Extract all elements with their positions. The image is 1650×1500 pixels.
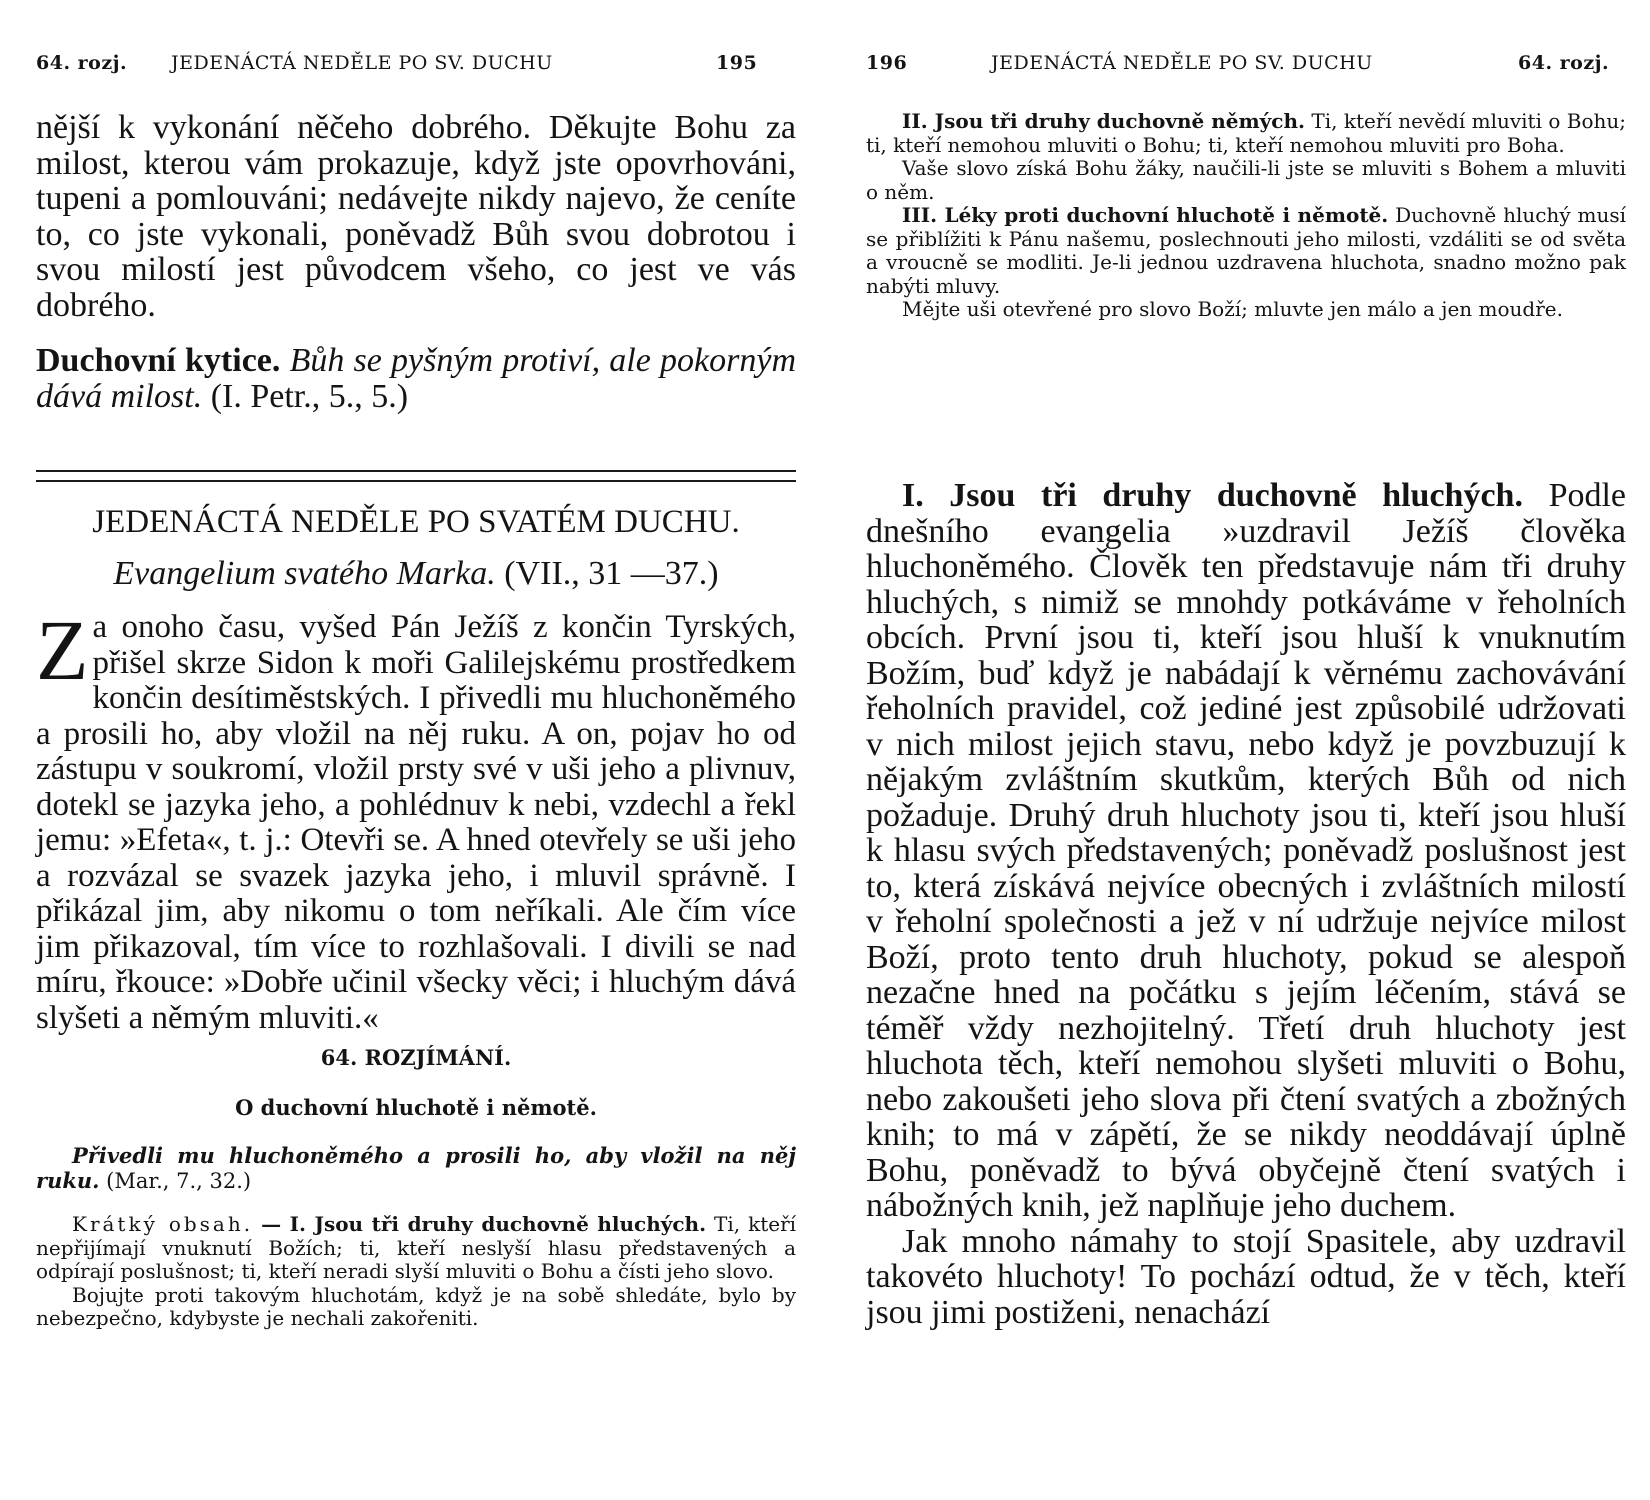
summary-block	[36, 1213, 796, 1331]
left-running-head	[36, 52, 796, 82]
gospel-text: a onoho času, vyšed Pán Ježíš z končin Tyrských, přišel skrze Sidon k moři Galilejskému prostředkem končin desítiměstských. I přivedli mu hluchoněmého a prosili ho, aby vložil na něj ruku. A on, pojav ho od zástupu v soukromí, vložil prsty své v uši jeho a plivnuv, dotekl se jazyka jeho, a pohlédnuv k nebi, vzdechl a řekl jemu: »Efeta«, t. j.: Otevři se. A hned otevřely se uši jeho a rozvázal se svazek jazyka jeho, i mluvil správně. I přikázal jim, aby nikomu o tom neříkali. Ale čím více jim přikazoval, tím více to rozhlašovali. I divili se nad míru, řkouce: »Dobře učinil všecky věci; i hluchým dává slyšeti a němým mluviti.«	[36, 609, 796, 1036]
gospel-title-block	[36, 556, 796, 592]
main-point-label: I. Jsou tři druhy duchovně hluchých.	[902, 477, 1523, 514]
point2-label: II. Jsou tři druhy duchovně němých.	[902, 109, 1305, 133]
meditation-heading-block	[36, 1046, 796, 1070]
point3-text: Duchovně hluchý musí se přiblížiti k Pánu našemu, poslechnouti jeho milosti, vzdáliti se od světa a vroucně se modliti. Je-li jednou uzdravena hluchota, snadno možno pak nabýti mluvy.	[866, 203, 1627, 298]
continuation-paragraph: nější k vykonání něčeho dobrého. Děkujte Bohu za milost, kterou vám prokazuje, když jste opovrhováni, tupeni a pomlouváni; nedávejte nikdy najevo, že ceníte to, co jste vykonali, poněvadž Bůh svou dobrotou i svou milostí jest původcem všeho, co jest ve vás dobrého.	[36, 109, 796, 324]
summary-continuation-block	[866, 110, 1626, 322]
point3-exhortation: Mějte uši otevřené pro slovo Boží; mluvte jen málo a jen moudře.	[902, 297, 1563, 321]
epigraph-reference: (Mar., 7., 32.)	[106, 1168, 252, 1193]
meditation-subheading-block	[36, 1096, 796, 1120]
final-paragraph: Jak mnoho námahy to stojí Spasitele, aby uzdravil takovéto hluchoty! To pochází odtud, že v těch, kteří jsou jimi postiženi, nenachází	[866, 1222, 1626, 1331]
sunday-title: JEDENÁCTÁ NEDĚLE PO SVATÉM DUCHU.	[92, 504, 740, 540]
right-section-label: 64. rozj.	[1518, 52, 1610, 74]
right-header-title: JEDENÁCTÁ NEDĚLE PO SV. DUCHU	[991, 52, 1373, 74]
bouquet-label: Duchovní kytice.	[36, 342, 281, 379]
main-point-text: Podle dnešního evangelia »uzdravil Ježíš člověka hluchoněmého. Člověk ten představuje nám tři druhy hluchých, s nimiž se mnohdy potkáváme v řeholních obcích. První jsou ti, kteří jsou hluší k vnuknutím Božím, buď když je nabádají k věrnému zachovávání řeholních pravidel, což jediné jest způsobilé udržovati v nich milost jejich stavu, nebo když je povzbuzují k nějakým zvláštním skutkům, kterých Bůh od nich požaduje. Druhý druh hluchoty jsou ti, kteří jsou hluší k hlasu svých představených; poněvadž poslušnost jest to, která získává nejvíce obecných i zvláštních milostí v řeholní společnosti a jež v ní udržuje nejvíce milost Boží, proto tento druh hluchoty, pokud se alespoň nezačne hned na počátku s jejím léčením, stává se téměř vždy nezhojitelný. Třetí druh hluchoty jest hluchota těch, kteří nemohou slyšeti mluviti o Bohu, nebo zakoušeti jeho slova při čtení svatých a zbožných knih; to má v zápětí, že se nikdy neoddávají úplně Bohu, poněvadž to bývá obyčejně čtení svatých i nábožných knih, jež naplňuje jeho duchem.	[866, 477, 1627, 1224]
meditation-heading: 64. ROZJÍMÁNÍ.	[320, 1045, 512, 1070]
summary-point-label: — I. Jsou tři druhy duchovně hluchých.	[261, 1212, 707, 1236]
epigraph-block	[36, 1144, 796, 1193]
left-header-title: JEDENÁCTÁ NEDĚLE PO SV. DUCHU	[171, 52, 553, 74]
point3-label: III. Léky proti duchovní hluchotě i němotě.	[902, 203, 1389, 227]
meditation-subheading: O duchovní hluchotě i němotě.	[235, 1095, 597, 1120]
gospel-dropcap: Z	[36, 602, 89, 698]
double-rule-divider	[36, 470, 796, 482]
continuation-block	[36, 110, 796, 323]
bouquet-reference: (I. Petr., 5., 5.)	[210, 377, 409, 415]
left-page	[36, 0, 796, 1500]
left-section-label: 64. rozj.	[36, 52, 128, 74]
right-page-number: 196	[866, 52, 908, 74]
sunday-title-block	[36, 505, 796, 541]
summary-label: Krátký obsah.	[72, 1212, 254, 1236]
epigraph-text: Přivedli mu hluchoněmého a prosili ho, aby vložil na něj ruku.	[36, 1143, 796, 1193]
summary-exhortation: Bojujte proti takovým hluchotám, když je na sobě shledáte, bylo by nebezpečno, kdybyste je nechali zakořeniti.	[36, 1282, 796, 1330]
point2-text: Ti, kteří nevědí mluviti o Bohu; ti, kteří nemohou mluviti o Bohu; ti, kteří nemohou mluviti pro Boha.	[866, 109, 1627, 157]
gospel-title: Evangelium svatého Marka.	[113, 555, 496, 592]
right-running-head	[866, 52, 1626, 82]
spiritual-bouquet	[36, 343, 796, 414]
left-page-number: 195	[716, 52, 758, 74]
bouquet-text: Bůh se pyšným protiví, ale pokorným dává milost.	[36, 342, 796, 415]
summary-point-text: Ti, kteří nepřijímají vnuknutí Božích; ti, kteří neslyší hlasu představených a odpírají poslušnost; ti, kteří neradi slyší mluviti o Bohu a čísti jeho slovo.	[36, 1212, 797, 1283]
gospel-block	[36, 602, 796, 1036]
main-meditation-block	[866, 478, 1626, 1330]
gospel-reference: (VII., 31 —37.)	[504, 555, 719, 592]
right-page	[866, 0, 1626, 1500]
point2-exhortation: Vaše slovo získá Bohu žáky, naučili-li jste se mluviti s Bohem a mluviti o něm.	[866, 156, 1626, 204]
